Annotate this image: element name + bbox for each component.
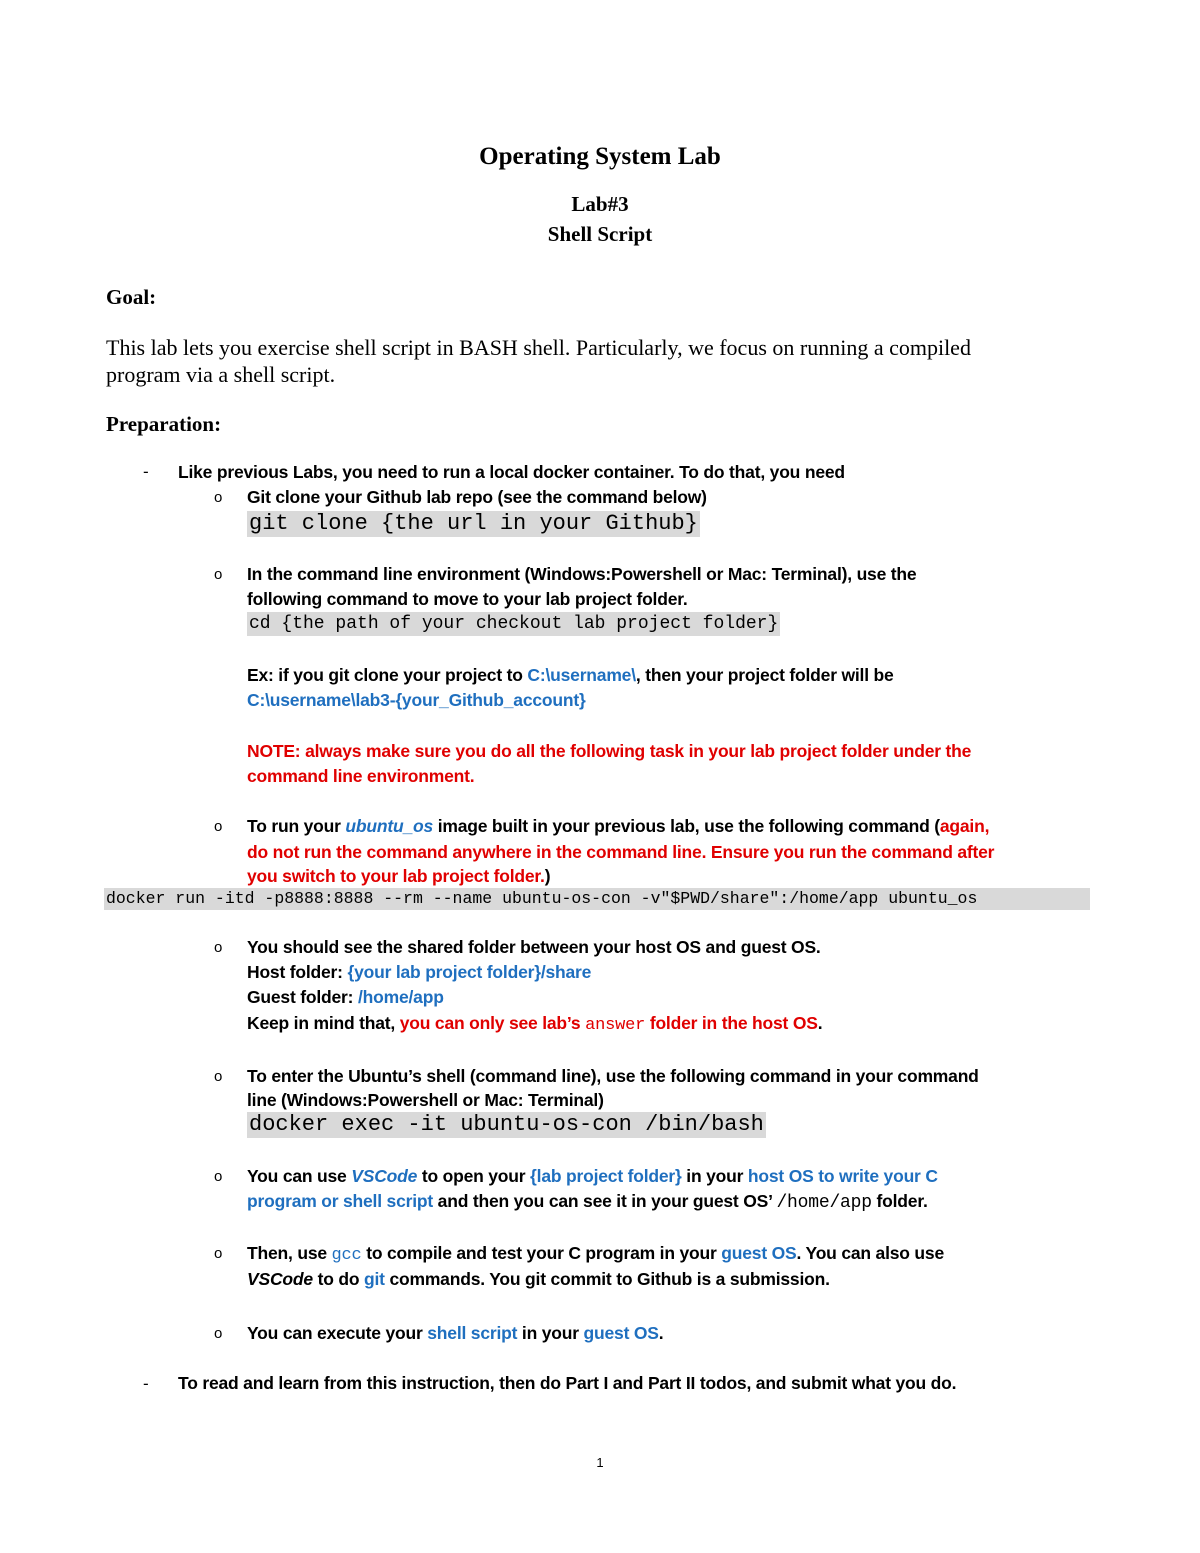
vscode-step-line2 (247, 1191, 928, 1213)
guest-folder-line (247, 987, 444, 1008)
circle-bullet-icon: o (214, 939, 223, 956)
note-line2: command line environment. (247, 766, 475, 786)
circle-bullet-icon: o (214, 1068, 223, 1085)
circle-bullet-icon: o (214, 1245, 223, 1262)
gcc-line2-vscode: VSCode (247, 1269, 313, 1289)
host-folder-label: Host folder: (247, 962, 348, 982)
example-path1: C:\username\ (527, 665, 636, 685)
execute-p1: You can execute your (247, 1323, 428, 1343)
run-middle: image built in your previous lab, use the following command ( (433, 816, 940, 836)
subtitle: Shell Script (547, 222, 653, 246)
execute-step-line (247, 1323, 663, 1344)
vscode-line2-end: folder. (871, 1191, 928, 1211)
goal-text-line2: program via a shell script. (106, 362, 336, 387)
gcc-p1: Then, use (247, 1243, 332, 1263)
run-again: again, (939, 816, 990, 836)
vscode-line2-code: /home/app (776, 1193, 872, 1213)
vscode-line2-blue: program or shell script (247, 1191, 434, 1211)
lab-number: Lab#3 (571, 192, 629, 216)
gcc-step-line1 (247, 1243, 944, 1265)
shared-folder-line1: You should see the shared folder between your host OS and guest OS. (247, 937, 821, 957)
gcc-line2-git: git (364, 1269, 385, 1289)
run-prefix: To run your (247, 816, 346, 836)
execute-end: . (658, 1323, 664, 1343)
host-folder-value: {your lab project folder}/share (347, 962, 592, 982)
example-middle: , then your project folder will be (635, 665, 894, 685)
cd-code: cd {the path of your checkout lab project folder} (249, 614, 779, 634)
git-clone-text: Git clone your Github lab repo (see the command below) (247, 487, 707, 507)
note-line1: NOTE: always make sure you do all the following task in your lab project folder under the (247, 741, 972, 761)
gcc-guest: guest OS (721, 1243, 797, 1263)
circle-bullet-icon: o (214, 566, 223, 583)
bullet-read-and-learn: To read and learn from this instruction, then do Part I and Part II todos, and submit what you do. (178, 1373, 957, 1393)
dash-bullet-icon: - (143, 1374, 149, 1393)
run-close-paren: ) (544, 866, 551, 886)
docker-run-code-block (104, 888, 1090, 910)
page-title: Operating System Lab (479, 143, 721, 170)
host-folder-line (247, 962, 591, 983)
run-step-line3 (247, 866, 550, 887)
vscode-p2: to open your (417, 1166, 531, 1186)
gcc-p2: to compile and test your C program in your (361, 1243, 722, 1263)
run-image-name: ubuntu_os (345, 816, 434, 836)
bullet-docker-intro: Like previous Labs, you need to run a local docker container. To do that, you need (178, 462, 845, 482)
keep-prefix: Keep in mind that, (247, 1013, 400, 1033)
enter-shell-line1: To enter the Ubuntu’s shell (command line), use the following command in your command (247, 1066, 979, 1086)
enter-shell-line2: line (Windows:Powershell or Mac: Terminal) (247, 1090, 604, 1110)
vscode-p1: You can use (247, 1166, 352, 1186)
run-line3-text: you switch to your lab project folder. (247, 866, 545, 886)
keep-in-mind-line (247, 1013, 822, 1035)
keep-red1: you can only see lab’s (399, 1013, 586, 1033)
keep-red2: folder in the host OS (645, 1013, 818, 1033)
guest-folder-value: /home/app (357, 987, 444, 1007)
vscode-line2-rest: and then you can see it in your guest OS’ (433, 1191, 777, 1211)
page-number: 1 (596, 1455, 604, 1470)
guest-folder-label: Guest folder: (247, 987, 358, 1007)
gcc-p3: . You can also use (796, 1243, 944, 1263)
vscode-name: VSCode (351, 1166, 418, 1186)
execute-guest: guest OS (583, 1323, 659, 1343)
vscode-p3: in your (681, 1166, 748, 1186)
circle-bullet-icon: o (214, 818, 223, 835)
docker-exec-code: docker exec -it ubuntu-os-con /bin/bash (249, 1112, 764, 1137)
vscode-host: host OS to write your C (747, 1166, 938, 1186)
vscode-step-line1 (247, 1166, 938, 1187)
circle-bullet-icon: o (214, 489, 223, 506)
run-step-line1 (247, 816, 989, 837)
git-clone-code-block (247, 511, 700, 537)
example-prefix: Ex: if you git clone your project to (247, 665, 528, 685)
preparation-heading: Preparation: (106, 412, 222, 436)
gcc-line2-p2: commands. You git commit to Github is a submission. (384, 1269, 830, 1289)
example-line1 (247, 665, 894, 686)
gcc-line2-p1: to do (312, 1269, 364, 1289)
cd-step-line1: In the command line environment (Windows:Powershell or Mac: Terminal), use the (247, 564, 917, 584)
goal-heading: Goal: (106, 285, 157, 309)
dash-bullet-icon: - (143, 462, 149, 481)
gcc-name: gcc (331, 1246, 362, 1265)
docker-run-code: docker run -itd -p8888:8888 --rm --name ubuntu-os-con -v"$PWD/share":/home/app ubuntu_os (106, 889, 978, 908)
goal-text-line1: This lab lets you exercise shell script in BASH shell. Particularly, we focus on running a compiled (106, 335, 971, 360)
execute-script: shell script (427, 1323, 518, 1343)
gcc-step-line2 (247, 1269, 830, 1290)
git-clone-code: git clone {the url in your Github} (249, 511, 698, 536)
execute-p2: in your (517, 1323, 584, 1343)
keep-answer-code: answer (585, 1016, 646, 1035)
circle-bullet-icon: o (214, 1168, 223, 1185)
circle-bullet-icon: o (214, 1325, 223, 1342)
cd-code-block (247, 612, 780, 636)
vscode-folder: {lab project folder} (530, 1166, 682, 1186)
keep-end: . (817, 1013, 823, 1033)
example-path2: C:\username\lab3-{your_Github_account} (247, 690, 586, 710)
cd-step-line2: following command to move to your lab project folder. (247, 589, 688, 609)
run-step-line2: do not run the command anywhere in the command line. Ensure you run the command after (247, 842, 995, 862)
docker-exec-code-block (247, 1112, 766, 1138)
